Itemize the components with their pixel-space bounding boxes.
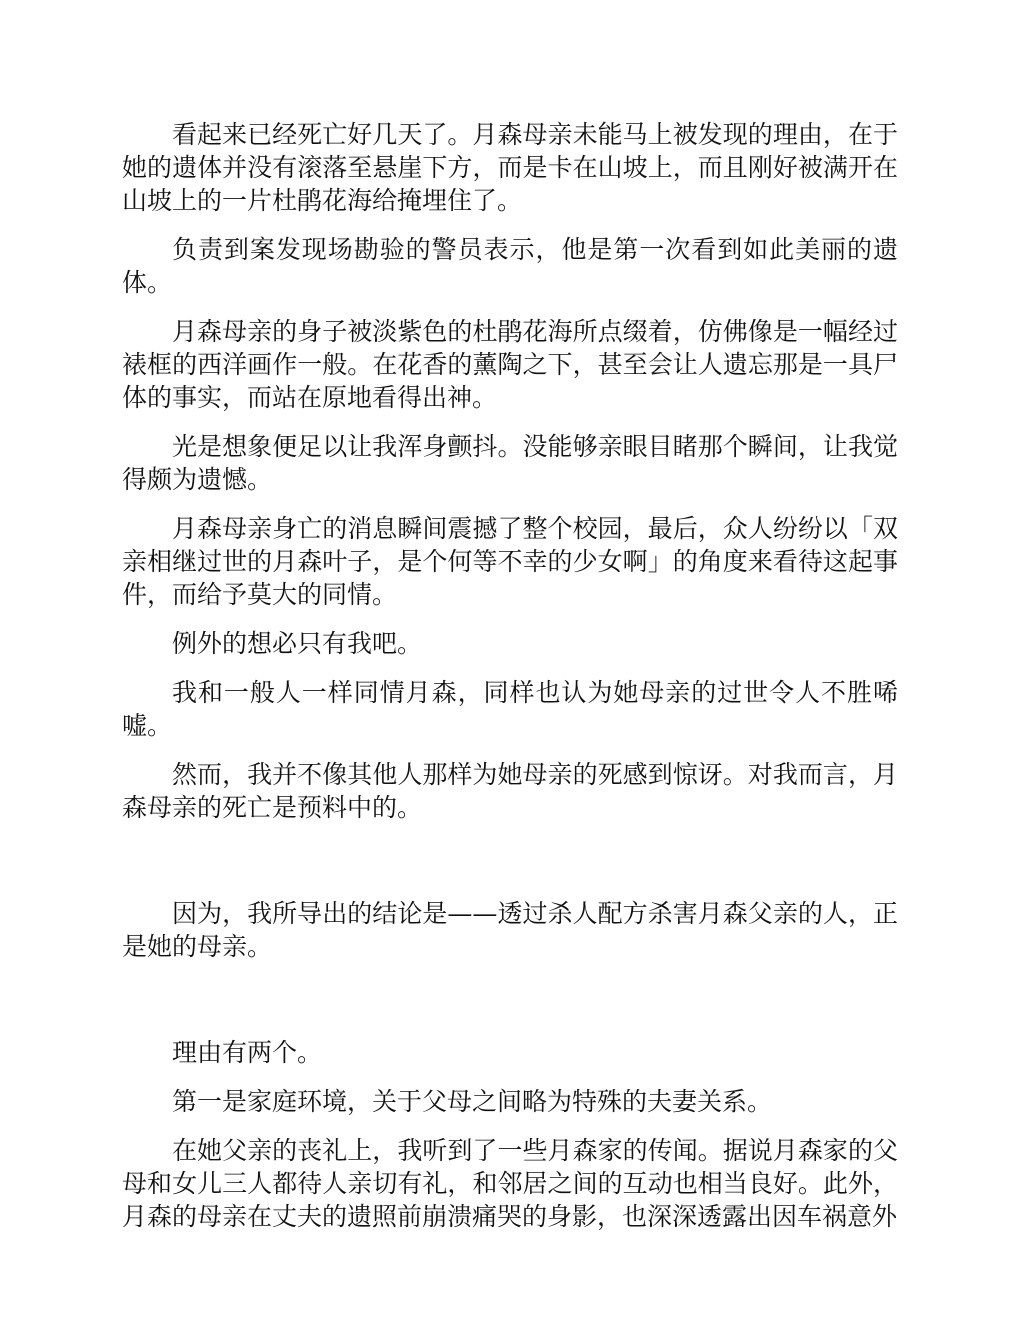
paragraph: 月森母亲的身子被淡紫色的杜鹃花海所点缀着，仿佛像是一幅经过裱框的西洋画作一般。在花香的薰陶之下，甚至会让人遗忘那是一具尸体的事实，而站在原地看得出神。 [122, 317, 898, 412]
paragraph: 在她父亲的丧礼上，我听到了一些月森家的传闻。据说月森家的父母和女儿三人都待人亲切有礼，和邻居之间的互动也相当良好。此外，月森的母亲在丈夫的遗照前崩溃痛哭的身影，也深深透露出因车祸意外 [122, 1136, 898, 1231]
document-page [122, 118, 898, 1249]
paragraph: 负责到案发现场勘验的警员表示，他是第一次看到如此美丽的遗体。 [122, 235, 898, 297]
paragraph: 我和一般人一样同情月森，同样也认为她母亲的过世令人不胜唏嘘。 [122, 678, 898, 740]
paragraph: 月森母亲身亡的消息瞬间震撼了整个校园，最后，众人纷纷以「双亲相继过世的月森叶子，是个何等不幸的少女啊」的角度来看待这起事件，而给予莫大的同情。 [122, 514, 898, 609]
paragraph: 理由有两个。 [172, 1038, 323, 1067]
section-break [122, 979, 898, 1036]
paragraph: 例外的想必只有我吧。 [172, 629, 423, 658]
paragraph: 看起来已经死亡好几天了。月森母亲未能马上被发现的理由，在于她的遗体并没有滚落至悬崖下方，而是卡在山坡上，而且刚好被满开在山坡上的一片杜鹃花海给掩埋住了。 [122, 120, 898, 215]
paragraph: 然而，我并不像其他人那样为她母亲的死感到惊讶。对我而言，月森母亲的死亡是预料中的。 [122, 760, 898, 822]
section-break [122, 840, 898, 897]
paragraph: 第一是家庭环境，关于父母之间略为特殊的夫妻关系。 [172, 1087, 773, 1116]
paragraph: 因为，我所导出的结论是——透过杀人配方杀害月森父亲的人，正是她的母亲。 [122, 899, 898, 961]
paragraph: 光是想象便足以让我浑身颤抖。没能够亲眼目睹那个瞬间，让我觉得颇为遗憾。 [122, 432, 898, 494]
